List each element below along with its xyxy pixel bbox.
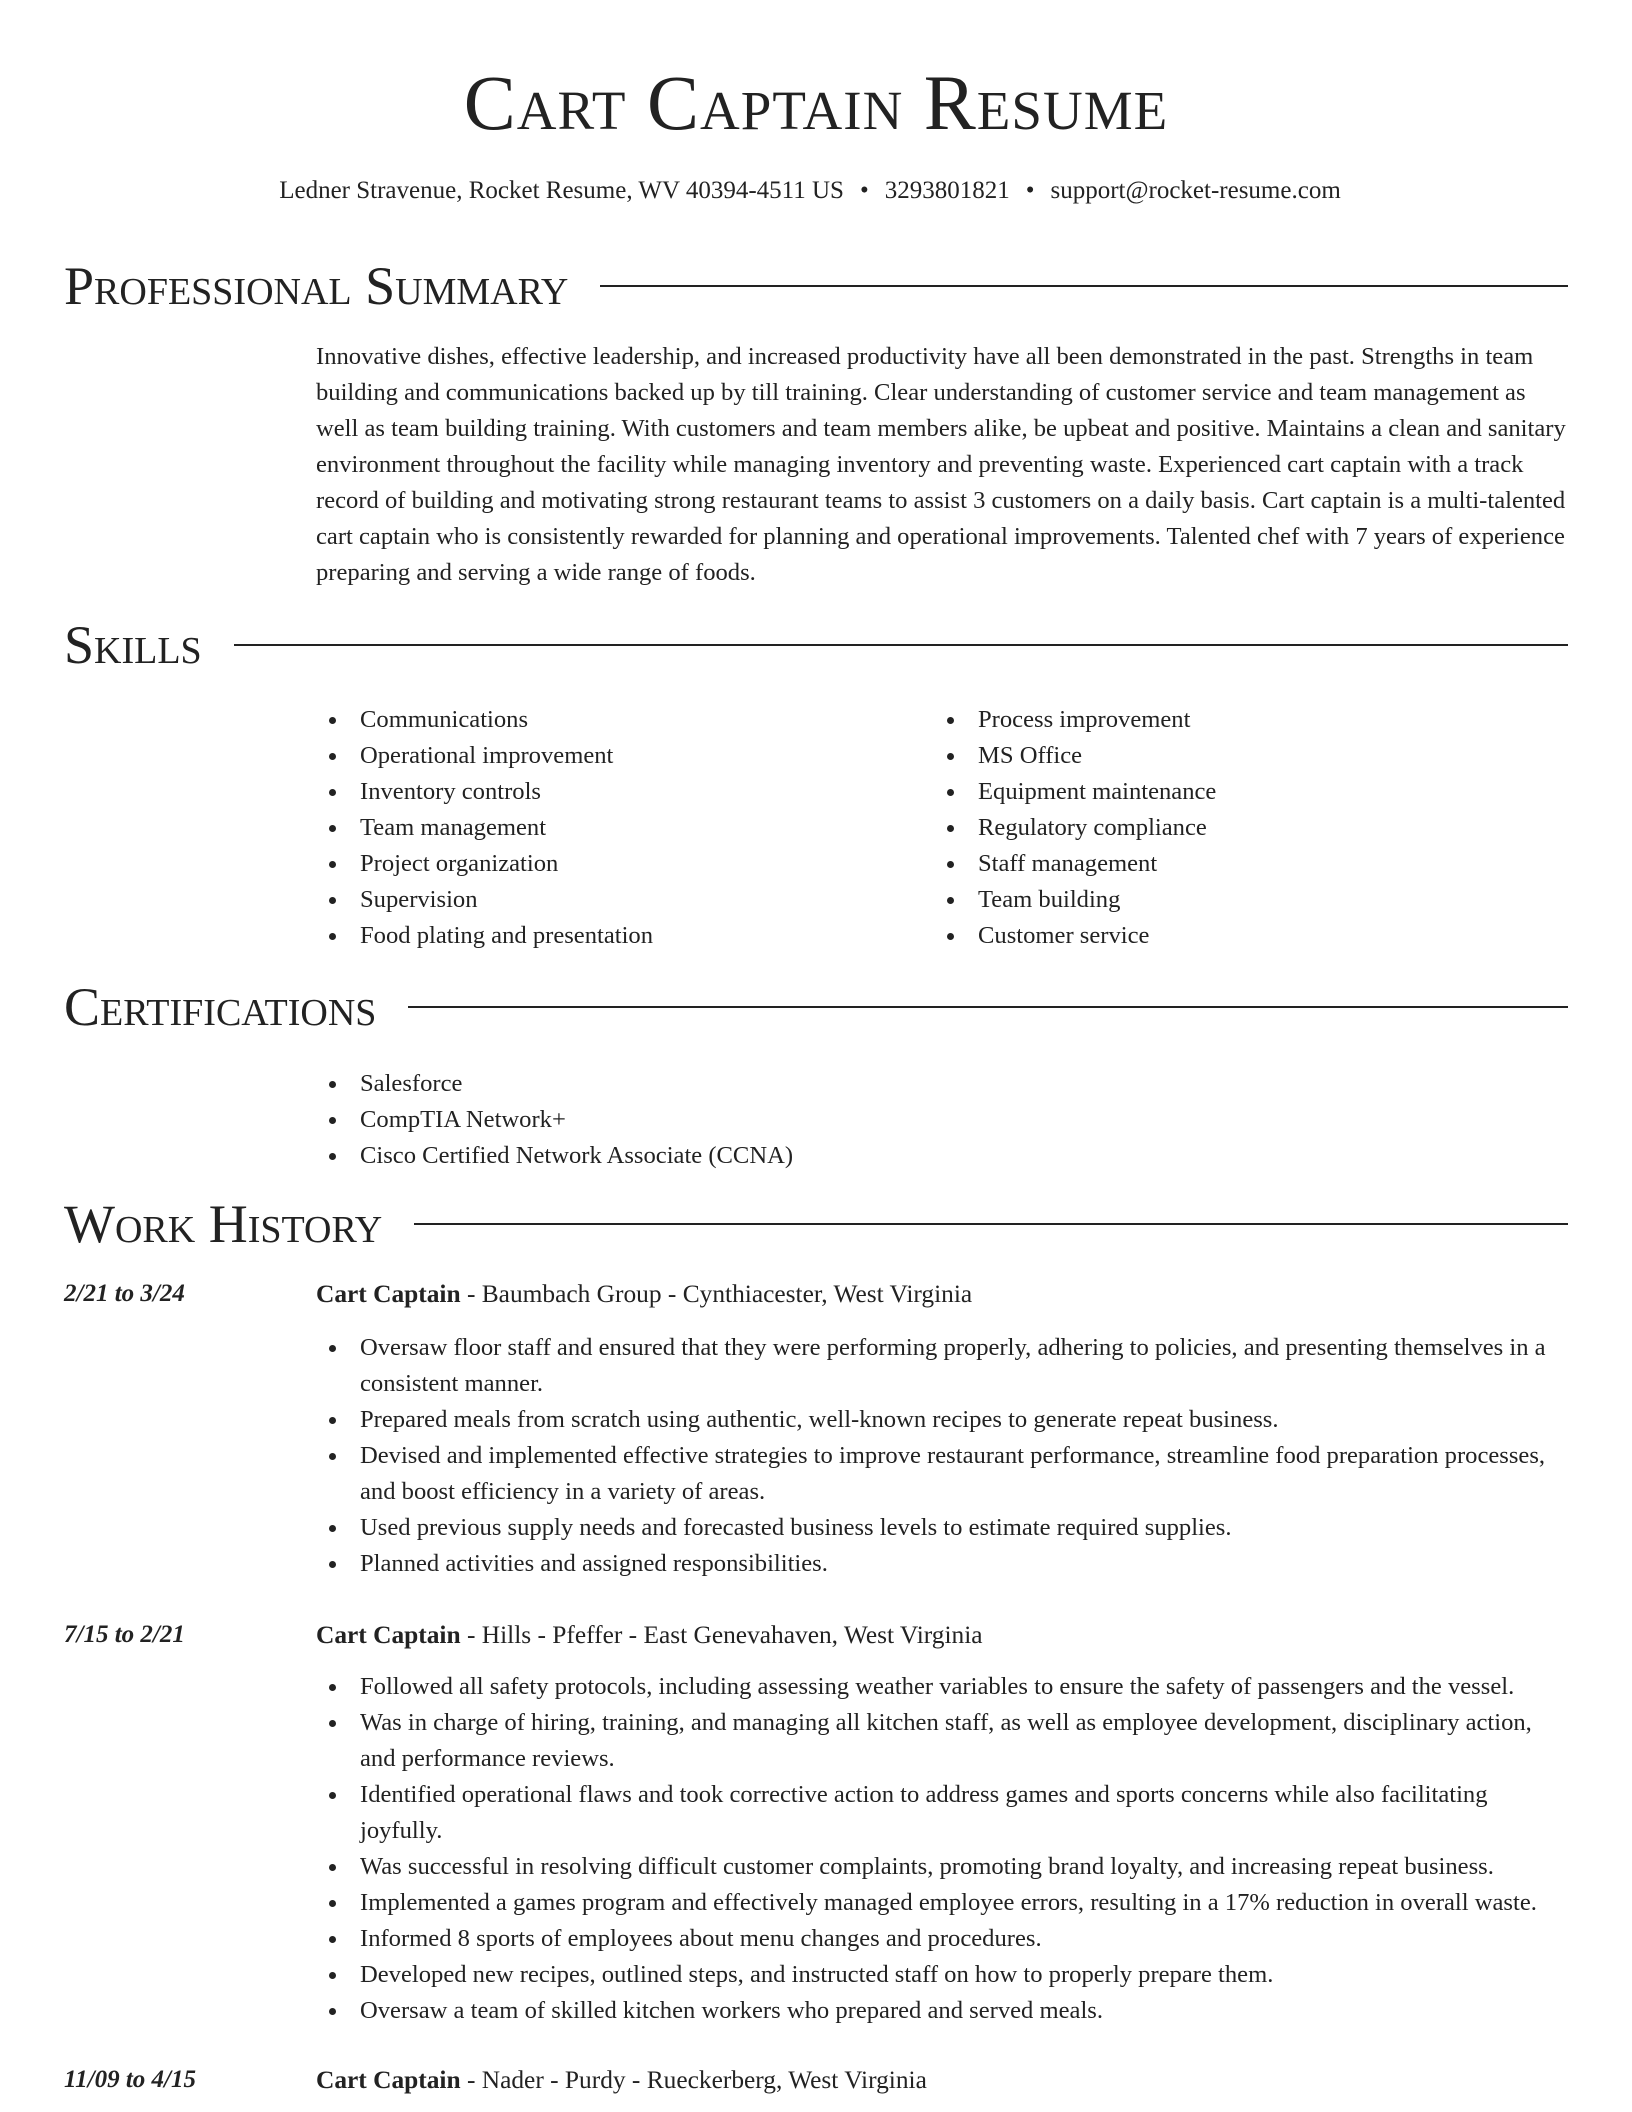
skill-item: Operational improvement (316, 738, 876, 774)
job-duties-list (316, 1669, 1568, 2029)
duty-item: Devised and implemented effective strategies to improve restaurant performance, streamline food preparation processes, and boost efficiency in a variety of areas. (316, 1438, 1568, 1510)
skill-item: Staff management (934, 846, 1534, 882)
certification-item: Salesforce (316, 1066, 1316, 1102)
skill-item: Equipment maintenance (934, 774, 1534, 810)
summary-heading: Professional Summary (64, 256, 569, 316)
duty-item: Was successful in resolving difficult customer complaints, promoting brand loyalty, and increasing repeat business. (316, 1849, 1568, 1885)
job-employer-location: - Hills - Pfeffer - East Genevahaven, West Virginia (460, 1621, 983, 1649)
duty-item: Was in charge of hiring, training, and managing all kitchen staff, as well as employee development, disciplinary action, and performance reviews. (316, 1705, 1568, 1777)
job-heading (316, 1276, 1568, 1312)
skills-section-header (64, 614, 1568, 676)
skill-item: Team management (316, 810, 876, 846)
job-employer-location: - Baumbach Group - Cynthiacester, West Virginia (460, 1280, 973, 1308)
duty-item: Followed all safety protocols, including assessing weather variables to ensure the safety of passengers and the vessel. (316, 1669, 1568, 1705)
duty-item: Used previous supply needs and forecasted business levels to estimate required supplies. (316, 1510, 1568, 1546)
address: Ledner Stravenue, Rocket Resume, WV 40394-4511 US (279, 177, 844, 204)
job-heading (316, 1617, 1568, 1653)
section-divider (414, 1223, 1568, 1225)
certifications-list (316, 1066, 1316, 1174)
job-role: Cart Captain (316, 1621, 461, 1649)
skill-item: Food plating and presentation (316, 918, 876, 954)
job-dates: 11/09 to 4/15 (64, 2066, 196, 2093)
job-employer-location: - Nader - Purdy - Rueckerberg, West Virginia (460, 2066, 927, 2094)
job-role: Cart Captain (316, 1280, 461, 1308)
phone: 3293801821 (884, 177, 1010, 204)
duty-item: Identified operational flaws and took corrective action to address games and sports concerns while also facilitating joyfully. (316, 1777, 1568, 1849)
certifications-heading: Certifications (64, 977, 377, 1037)
skill-item: Inventory controls (316, 774, 876, 810)
summary-text: Innovative dishes, effective leadership, and increased productivity have all been demonstrated in the past. Strengths in team building and communications backed up by till training. Clear understanding of customer service and team management as well as team building training. With customers and team members alike, be upbeat and positive. Maintains a clean and sanitary environment throughout the facility while managing inventory and preventing waste. Experienced cart captain with a track record of building and motivating strong restaurant teams to assist 3 customers on a daily basis. Cart captain is a multi-talented cart captain who is consistently rewarded for planning and operational improvements. Talented chef with 7 years of experience preparing and serving a wide range of foods. (316, 343, 1566, 586)
duty-item: Prepared meals from scratch using authentic, well-known recipes to generate repeat business. (316, 1402, 1568, 1438)
certification-item: CompTIA Network+ (316, 1102, 1316, 1138)
section-divider (600, 285, 1568, 287)
work-section-header (64, 1193, 1568, 1255)
resume-title: Cart Captain Resume (463, 59, 1169, 146)
skills-heading: Skills (64, 615, 202, 675)
skill-item: Communications (316, 702, 876, 738)
job-role: Cart Captain (316, 2066, 461, 2094)
contact-line (0, 174, 1620, 208)
skill-item: Team building (934, 882, 1534, 918)
job-dates: 2/21 to 3/24 (64, 1280, 185, 1307)
job-duties-list (316, 1330, 1568, 1582)
duty-item: Oversaw a team of skilled kitchen workers who prepared and served meals. (316, 1993, 1568, 2029)
skill-item: Project organization (316, 846, 876, 882)
separator-dot: • (859, 177, 869, 204)
skill-item: MS Office (934, 738, 1534, 774)
skill-item: Regulatory compliance (934, 810, 1534, 846)
section-divider (234, 644, 1568, 646)
email: support@rocket-resume.com (1050, 177, 1341, 204)
section-divider (408, 1006, 1568, 1008)
duty-item: Informed 8 sports of employees about menu changes and procedures. (316, 1921, 1568, 1957)
separator-dot: • (1025, 177, 1035, 204)
skill-item: Process improvement (934, 702, 1534, 738)
job-dates: 7/15 to 2/21 (64, 1621, 185, 1648)
duty-item: Implemented a games program and effectively managed employee errors, resulting in a 17% reduction in overall waste. (316, 1885, 1568, 1921)
duty-item: Oversaw floor staff and ensured that they were performing properly, adhering to policies, and presenting themselves in a consistent manner. (316, 1330, 1568, 1402)
skill-item: Customer service (934, 918, 1534, 954)
skills-list-right (934, 702, 1534, 954)
skill-item: Supervision (316, 882, 876, 918)
work-heading: Work History (64, 1194, 383, 1254)
summary-section-header (64, 255, 1568, 317)
job-heading (316, 2062, 1568, 2098)
certification-item: Cisco Certified Network Associate (CCNA) (316, 1138, 1316, 1174)
duty-item: Planned activities and assigned responsibilities. (316, 1546, 1568, 1582)
duty-item: Developed new recipes, outlined steps, and instructed staff on how to properly prepare them. (316, 1957, 1568, 1993)
skills-list-left (316, 702, 876, 954)
certifications-section-header (64, 976, 1568, 1038)
